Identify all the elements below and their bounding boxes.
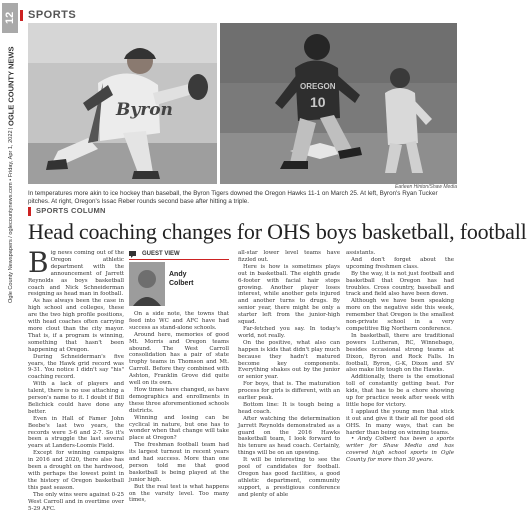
paragraph: The only wins were against 0-25 West Carroll and in overtime over 5-29 AFC. bbox=[28, 491, 124, 512]
article-column-1 bbox=[28, 246, 124, 512]
paragraph: It will be interesting to see the pool of candidates for football. Oregon has good facilities, a good athletic department, community support, a prestigious conference and plenty of able bbox=[238, 457, 340, 498]
page-number: 12 bbox=[2, 3, 18, 33]
paragraph: all-star lower level teams have fizzled out. bbox=[238, 250, 340, 263]
paragraph: Except for winning campaigns in 2016 and 2020, there also has been a drought on the hardwood, with perhaps the lowest point in the history of Oregon basketball this past season. bbox=[28, 450, 124, 491]
publication-line: Ogle County Newspapers / oglecountynews.com • Friday, Apr 1, 2022 bbox=[8, 130, 14, 304]
paragraph: After watching the determination Jarrett Reynolds demonstrated as a guard on the 2016 Hawks basketball team, I look forward to his tenure as head coach. Certainly, things will be on an upswing. bbox=[238, 415, 340, 457]
section-header bbox=[20, 9, 458, 23]
photo-credit: Earleen Hinton/Shaw Media bbox=[395, 184, 457, 190]
paragraph: Additionally, there is the emotional toll of constantly getting beat. For kids, that has to be a chore showing up for practice week after week with little hope for victory. bbox=[346, 374, 454, 408]
jersey-number: 10 bbox=[310, 94, 326, 110]
paragraph: But the real test is what happens on the varsity level. Too many times, bbox=[129, 483, 229, 504]
section-accent-bar bbox=[20, 10, 23, 21]
paragraph: The freshman football team had its largest turnout in recent years and had success. More than one person told me that good basketball is being played at the junior high. bbox=[129, 442, 229, 483]
paragraph: For boys, that is. The maturation process for girls is different, with an earlier peak. bbox=[238, 381, 340, 402]
column-label: SPORTS COLUMN bbox=[36, 206, 106, 215]
article-headline: Head coaching changes for OHS boys basketball, football bbox=[28, 219, 527, 244]
jersey-text-byron: Byron bbox=[116, 100, 173, 120]
article-column-2 bbox=[129, 250, 229, 504]
photo-caption: In temperatures more akin to ice hockey than baseball, the Byron Tigers downed the Oregon Hawks 11-1 on March 25. At left, Byron's Ryan Tucker pitches. At right, Oregon's Issac Reber rounds second base after hitting a triple. bbox=[28, 190, 438, 206]
section-label: SPORTS bbox=[28, 9, 77, 21]
paragraph: How times have changed, as have demographics and enrollments in these three aforementioned schools districts. bbox=[129, 386, 229, 414]
paragraph: As has always been the case in high school and colleges, these are the two high profile positions, with head coaches often carrying more clout than the city mayor. That is, if a program is winning, something that hasn't been happening at Oregon. bbox=[28, 298, 124, 353]
publication-info: Ogle County Newspapers / oglecountynews.com • Friday, Apr 1, 2022 | OGLE COUNTY NEWS bbox=[6, 46, 16, 304]
publication-title: OGLE COUNTY NEWS bbox=[6, 46, 16, 127]
paragraph: Here is how is sometimes plays out in basketball. The eighth grade 6-footer with facial hair stops growing. Another player loses interest, while another gets injured and another turns to drugs. By senior year, there might be only a starter left from the junior-high squad. bbox=[238, 263, 340, 326]
paragraph: In basketball, there are traditional powers Lutheran, RC, Winnebago, besides occasional strong teams at Dixon, Byron and Rock Falls. In football, Byron, G-K, Dixon and SV also make life tough on the Hawks. bbox=[346, 332, 454, 374]
photo-runner bbox=[220, 23, 457, 184]
paragraph: On the positive, what also can happen is kids that didn't play much because they hadn't matured become key components. Everything shakes out by the junior or senior year. bbox=[238, 339, 340, 381]
paragraph: I applaud the young men that stick it out and give it their all for good old OHS. In many ways, that can be harder than being on winning teams. bbox=[346, 408, 454, 436]
paragraph: Even in Hall of Famer John Beebe's last two years, the records were 3-6 and 2-7. So it's been a struggle the last several years at Landers-Loomis Field. bbox=[28, 415, 124, 450]
paragraph: Far-fetched you say. In today's world, not really. bbox=[238, 325, 340, 339]
speech-icon bbox=[129, 251, 139, 258]
article-column-4 bbox=[346, 250, 454, 464]
paragraph: Winning and losing can be cyclical in nature, but one has to wonder when that change will take place at Oregon? bbox=[129, 414, 229, 442]
paragraph: On a side note, the towns that feed into WC and AFC have had success as stand-alone schools. bbox=[129, 311, 229, 331]
author-first-name: Andy bbox=[169, 271, 187, 278]
guest-view-label bbox=[129, 250, 229, 260]
article-column-3 bbox=[238, 250, 340, 499]
author-last-name: Colbert bbox=[169, 280, 194, 287]
page-sidebar bbox=[0, 0, 20, 480]
paragraph: Around here, memories of good Mt. Morris and Oregon teams abound. The West Carroll consolidation has a pair of state trophy teams in Thomson and Mt. Carroll. Before they combined with Ashton, Franklin Grove did quite well on its own. bbox=[129, 331, 229, 387]
paragraph: During Schneiderman's five years, the Hawk grid record was 9-31. You notice I didn't say "his" coaching record. bbox=[28, 353, 124, 381]
column-header bbox=[28, 206, 456, 218]
author-photo bbox=[129, 262, 165, 306]
paragraph: And don't forget about the upcoming freshmen class. bbox=[346, 256, 454, 270]
paragraph: ig news coming out of the Oregon athletic department with the announcement of Jarrett Reynolds as boys basketball coach and Nick Schneiderman resigning as head man in football. bbox=[28, 250, 124, 298]
guest-view-text: GUEST VIEW bbox=[142, 251, 180, 257]
paragraph: assistants. bbox=[346, 250, 376, 256]
paragraph: Although we have been speaking more on the negative side this week, remember that Oregon is the smallest non-private school in a very competitive Big Northern conference. bbox=[346, 298, 454, 332]
photo-pitcher bbox=[28, 23, 217, 184]
paragraph: Bottom line: It is tough being a head coach. bbox=[238, 401, 340, 415]
paragraph: With a lack of players and talent, there is no use attaching a person's name to it. I doubt if Bill Belichick could have done any better. bbox=[28, 381, 124, 415]
author-name bbox=[169, 270, 229, 288]
drop-cap: B bbox=[28, 246, 49, 279]
column-accent-bar bbox=[28, 207, 31, 216]
jersey-text-oregon: OREGON bbox=[300, 82, 336, 91]
paragraph: By the way, it is not just football and basketball that Oregon has had troubles. Cross country, baseball and track and field also have been down. bbox=[346, 270, 454, 298]
guest-view-box bbox=[129, 250, 229, 308]
author-bio: • Andy Colbert has been a sports writer for Shaw Media and has covered high school sports in Ogle County for more than 30 years. bbox=[346, 436, 454, 464]
